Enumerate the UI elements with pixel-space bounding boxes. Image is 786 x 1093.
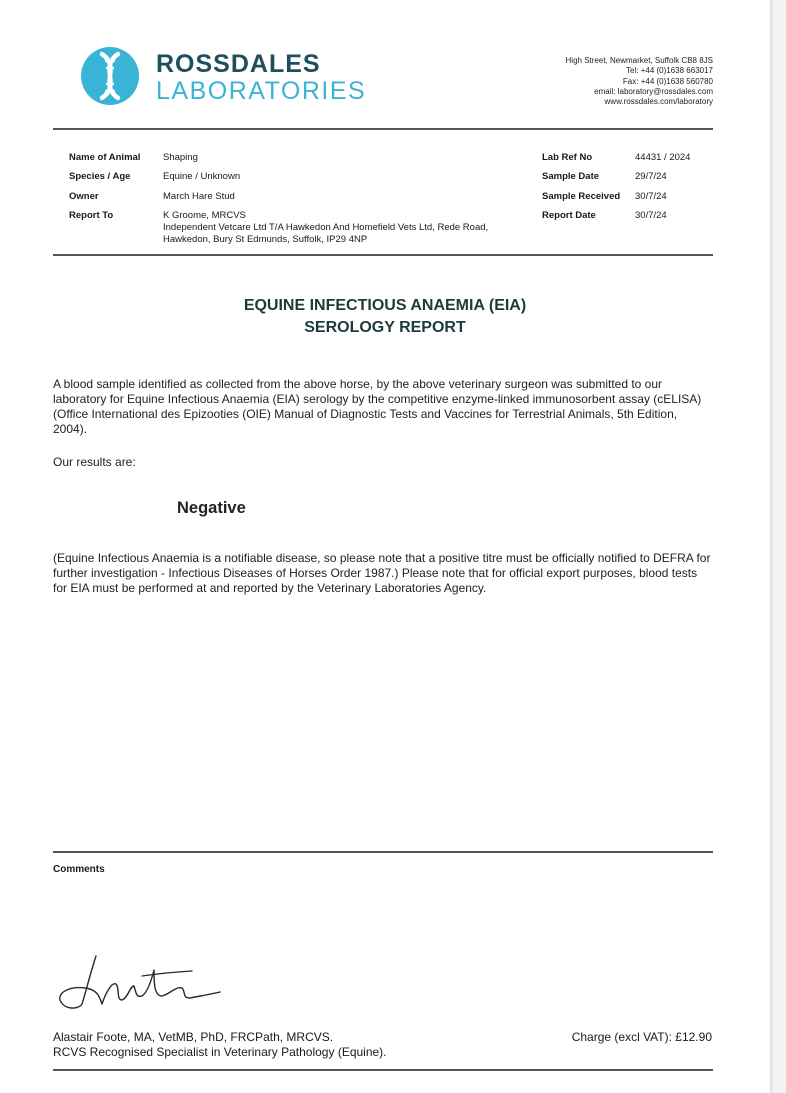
- details-divider: [53, 254, 713, 256]
- comments-divider: [53, 851, 713, 853]
- animal-label: Name of Animal: [69, 152, 141, 163]
- sample-received-label: Sample Received: [542, 191, 621, 202]
- lab-ref-value: 44431 / 2024: [635, 152, 691, 163]
- dna-helix-icon: [80, 46, 140, 106]
- header-divider: [53, 128, 713, 130]
- report-to-address-line2: Hawkedon, Bury St Edmunds, Suffolk, IP29 4NP: [163, 234, 368, 245]
- animal-row: [69, 152, 140, 164]
- brand-name-line1: ROSSDALES: [156, 50, 321, 78]
- owner-value: March Hare Stud: [163, 191, 235, 202]
- brand-name-line2: LABORATORIES: [156, 77, 367, 105]
- report-to-label: Report To: [69, 210, 114, 221]
- animal-value: Shaping: [163, 152, 198, 163]
- charge-amount: Charge (excl VAT): £12.90: [571, 1030, 712, 1044]
- report-to-value: [163, 210, 488, 246]
- results-intro: Our results are:: [53, 455, 136, 469]
- address-tel: Tel: +44 (0)1638 663017: [626, 66, 713, 76]
- sample-date-value: 29/7/24: [635, 171, 667, 182]
- species-value: Equine / Unknown: [163, 171, 241, 182]
- signature: [56, 952, 226, 1016]
- sample-received-value: 30/7/24: [635, 191, 667, 202]
- address-email: email: laboratory@rossdales.com: [594, 86, 713, 96]
- footer-divider: [53, 1069, 713, 1071]
- test-result: Negative: [177, 499, 246, 517]
- notifiable-disease-notice: (Equine Infectious Anaemia is a notifiable disease, so please note that a positive titre must be officially notified to DEFRA for further investigation - Infectious Diseases of Horses Order 1987.) Please note that for official export purposes, blood tests for EIA must be performed at and reported by the Veterinary Laboratories Agency.: [53, 551, 711, 595]
- address-street: High Street, Newmarket, Suffolk CB8 8JS: [565, 56, 713, 65]
- report-title-line1: EQUINE INFECTIOUS ANAEMIA (EIA): [243, 297, 527, 314]
- report-to-name: K Groome, MRCVS: [163, 210, 246, 221]
- comments-label: Comments: [53, 864, 105, 875]
- signer-name: Alastair Foote, MA, VetMB, PhD, FRCPath, MRCVS.: [53, 1030, 334, 1044]
- species-label: Species / Age: [69, 171, 131, 182]
- report-title-line2: SEROLOGY REPORT: [304, 319, 466, 336]
- lab-ref-label: Lab Ref No: [542, 152, 593, 163]
- sample-date-label: Sample Date: [542, 171, 600, 182]
- report-date-label: Report Date: [542, 210, 596, 221]
- signer-block: [53, 1030, 387, 1060]
- address-website: www.rossdales.com/laboratory: [604, 97, 713, 107]
- lab-address: [566, 56, 713, 107]
- report-to-address-line1: Independent Vetcare Ltd T/A Hawkedon And Homefield Vets Ltd, Rede Road,: [163, 222, 489, 233]
- report-date-value: 30/7/24: [635, 210, 667, 221]
- signer-title: RCVS Recognised Specialist in Veterinary Pathology (Equine).: [53, 1045, 387, 1059]
- intro-paragraph: A blood sample identified as collected from the above horse, by the above veterinary surgeon was submitted to our laboratory for Equine Infectious Anaemia (EIA) serology by the competitive enzyme-linked immunosorbent assay (cELISA) (Office International des Epizooties (OIE) Manual of Diagnostic Tests and Vaccines for Terrestrial Animals, 5th Edition, 2004).: [53, 377, 702, 436]
- address-fax: Fax: +44 (0)1638 560780: [622, 76, 713, 86]
- owner-label: Owner: [69, 191, 99, 202]
